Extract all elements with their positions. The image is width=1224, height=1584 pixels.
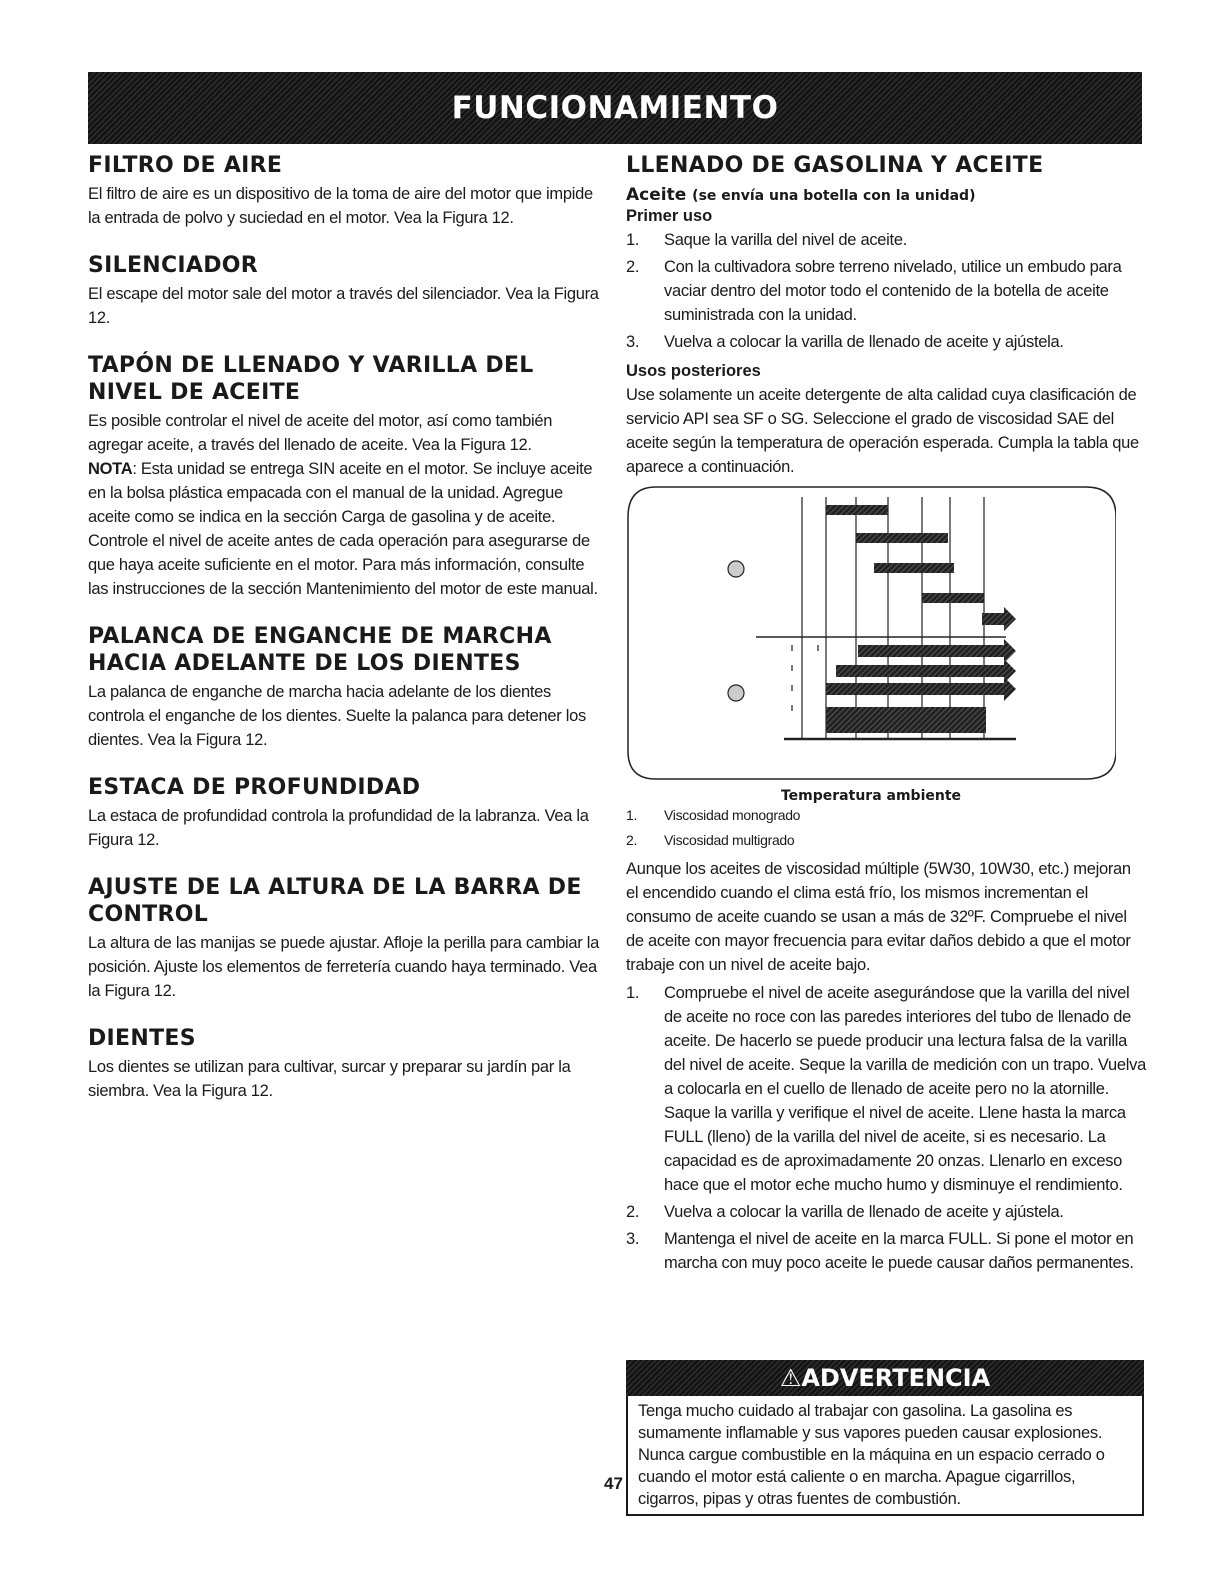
warning-triangle-icon: ⚠ — [779, 1364, 802, 1392]
list-item — [626, 1227, 1146, 1275]
legend-item — [626, 804, 1146, 826]
legend-number: 1. — [626, 807, 638, 823]
viscosity-bar — [874, 563, 954, 573]
right-column — [626, 152, 1146, 1278]
callout-circle-1 — [728, 561, 744, 577]
usos-posteriores-heading: Usos posteriores — [626, 362, 761, 380]
banner-title: FUNCIONAMIENTO — [451, 90, 779, 126]
viscosity-bar-arrow — [826, 677, 1016, 701]
aceite-note: (se envía una botella con la unidad) — [692, 188, 976, 204]
viscosity-bar — [856, 533, 948, 543]
usos-posteriores-text: Use solamente un aceite detergente de alta calidad cuya clasificación de servicio API sea SF o SG. Seleccione el grado de viscosidad SAE del aceite según la temperatura de operación esperada. Cumpla la tabla que aparece a continuación. — [626, 386, 1139, 476]
step-number: 3. — [626, 1230, 640, 1248]
aceite-title: Aceite — [626, 185, 687, 205]
section-body: La palanca de enganche de marcha hacia adelante de los dientes controla el enganche de los dientes. Suelte la palanca para detener los dientes. Vea la Figura 12. — [88, 683, 586, 749]
list-item — [626, 255, 1146, 327]
step-text: Vuelva a colocar la varilla de llenado de aceite y ajústela. — [664, 333, 1064, 351]
step-number: 2. — [626, 258, 640, 276]
section-heading: PALANCA DE ENGANCHE DE MARCHA HACIA ADELANTE DE LOS DIENTES — [88, 624, 552, 676]
section-heading: AJUSTE DE LA ALTURA DE LA BARRA DE CONTROL — [88, 875, 582, 927]
step-number: 1. — [626, 984, 640, 1002]
list-item — [626, 228, 1146, 252]
section-silenciador — [88, 252, 608, 330]
viscosity-chart — [626, 485, 1116, 781]
note-text: : Esta unidad se entrega SIN aceite en el motor. Se incluye aceite en la bolsa plástica empacada con el manual de la unidad. Agregue aceite como se indica en la sección Carga de gasolina y de aceite. Controle el nivel de aceite antes de cada operación para asegurarse de que haya aceite suficiente en el motor. Para más información, consulte las instrucciones de la sección Mantenimiento del motor de este manual. — [88, 460, 598, 598]
note-paragraph — [88, 457, 608, 601]
section-heading: ESTACA DE PROFUNDIDAD — [88, 775, 421, 800]
step-number: 2. — [626, 1203, 640, 1221]
section-heading: LLENADO DE GASOLINA Y ACEITE — [626, 153, 1044, 178]
section-heading: SILENCIADOR — [88, 253, 259, 278]
warning-title: ADVERTENCIA — [801, 1364, 991, 1392]
section-body: El filtro de aire es un dispositivo de la toma de aire del motor que impide la entrada de polvo y suciedad en el motor. Vea la Figura 12. — [88, 185, 593, 227]
viscosity-bar — [922, 593, 984, 603]
section-ajuste-altura — [88, 874, 608, 1003]
chart-caption: Temperatura ambiente — [780, 788, 962, 804]
list-item — [626, 330, 1146, 354]
section-estaca-profundidad — [88, 774, 608, 852]
primer-uso-steps — [626, 228, 1146, 354]
section-body: La estaca de profundidad controla la profundidad de la labranza. Vea la Figura 12. — [88, 807, 589, 849]
step-text: Compruebe el nivel de aceite asegurándose que la varilla del nivel de aceite no roce con las paredes interiores del tubo de llenado de aceite. De hacerlo se puede producir una lectura falsa de la varilla del nivel de aceite. Seque la varilla de medición con un trapo. Vuelva a colocarla en el cuello de llenado de aceite pero no la atornille. Saque la varilla y verifique el nivel de aceite. Llene hasta la marca FULL (lleno) de la varilla del nivel de aceite, si es necesario. La capacidad es de aproximadamente 20 onzas. Llenarlo en exceso hace que el motor eche mucho humo y disminuye el rendimiento. — [664, 984, 1146, 1194]
legend-item — [626, 829, 1146, 851]
viscosity-bar — [826, 707, 986, 733]
callout-circle-2 — [728, 685, 744, 701]
section-body: Los dientes se utilizan para cultivar, surcar y preparar su jardín par la siembra. Vea la Figura 12. — [88, 1058, 571, 1100]
viscosity-bar — [826, 505, 888, 515]
warning-box — [626, 1360, 1144, 1516]
section-dientes — [88, 1025, 608, 1103]
chart-legend — [626, 804, 1146, 851]
section-banner — [88, 72, 1142, 144]
warning-text: Tenga mucho cuidado al trabajar con gasolina. La gasolina es sumamente inflamable y sus vapores pueden causar explosiones. Nunca cargue combustible en la máquina en un espacio cerrado o cuando el motor está caliente o en marcha. Apague cigarrillos, cigarros, pipas y otras fuentes de combustión. — [626, 1396, 1144, 1516]
legend-text: Viscosidad multigrado — [664, 832, 795, 848]
viscosity-bar-arrow — [982, 607, 1016, 631]
page-number: 47 — [604, 1474, 623, 1493]
check-steps — [626, 981, 1146, 1275]
section-body: Es posible controlar el nivel de aceite del motor, así como también agregar aceite, a través del llenado de aceite. Vea la Figura 12. — [88, 412, 553, 454]
step-text: Mantenga el nivel de aceite en la marca FULL. Si pone el motor en marcha con muy poco aceite le puede causar daños permanentes. — [664, 1230, 1134, 1272]
note-label: NOTA — [88, 460, 133, 478]
section-heading: DIENTES — [88, 1026, 196, 1051]
multigrade-text: Aunque los aceites de viscosidad múltiple (5W30, 10W30, etc.) mejoran el encendido cuando el clima está frío, los mismos incrementan el consumo de aceite cuando se usan a más de 32ºF. Compruebe el nivel de aceite con mayor frecuencia para evitar daños debido a que el motor trabaje con un nivel de aceite bajo. — [626, 860, 1131, 974]
warning-header — [626, 1360, 1144, 1396]
step-number: 3. — [626, 333, 640, 351]
section-filtro-de-aire — [88, 152, 608, 230]
step-number: 1. — [626, 231, 640, 249]
viscosity-bar-arrow — [858, 639, 1016, 663]
chart-frame — [628, 487, 1116, 779]
step-text: Con la cultivadora sobre terreno nivelado, utilice un embudo para vaciar dentro del motor todo el contenido de la botella de aceite suministrada con la unidad. — [664, 258, 1122, 324]
list-item — [626, 1200, 1146, 1224]
step-text: Saque la varilla del nivel de aceite. — [664, 231, 907, 249]
section-body: El escape del motor sale del motor a través del silenciador. Vea la Figura 12. — [88, 285, 599, 327]
aceite-subheading — [626, 185, 1146, 205]
section-heading: TAPÓN DE LLENADO Y VARILLA DEL NIVEL DE ACEITE — [88, 353, 534, 405]
left-column — [88, 152, 608, 1125]
viscosity-bar-arrow — [836, 659, 1016, 683]
legend-number: 2. — [626, 832, 638, 848]
section-tapon-varilla — [88, 352, 608, 601]
primer-uso-heading: Primer uso — [626, 207, 713, 225]
section-palanca-enganche — [88, 623, 608, 752]
section-heading: FILTRO DE AIRE — [88, 153, 283, 178]
section-body: La altura de las manijas se puede ajustar. Afloje la perilla para cambiar la posición. Ajuste los elementos de ferretería cuando haya terminado. Vea la Figura 12. — [88, 934, 600, 1000]
legend-text: Viscosidad monogrado — [664, 807, 801, 823]
list-item — [626, 981, 1146, 1197]
step-text: Vuelva a colocar la varilla de llenado de aceite y ajústela. — [664, 1203, 1064, 1221]
